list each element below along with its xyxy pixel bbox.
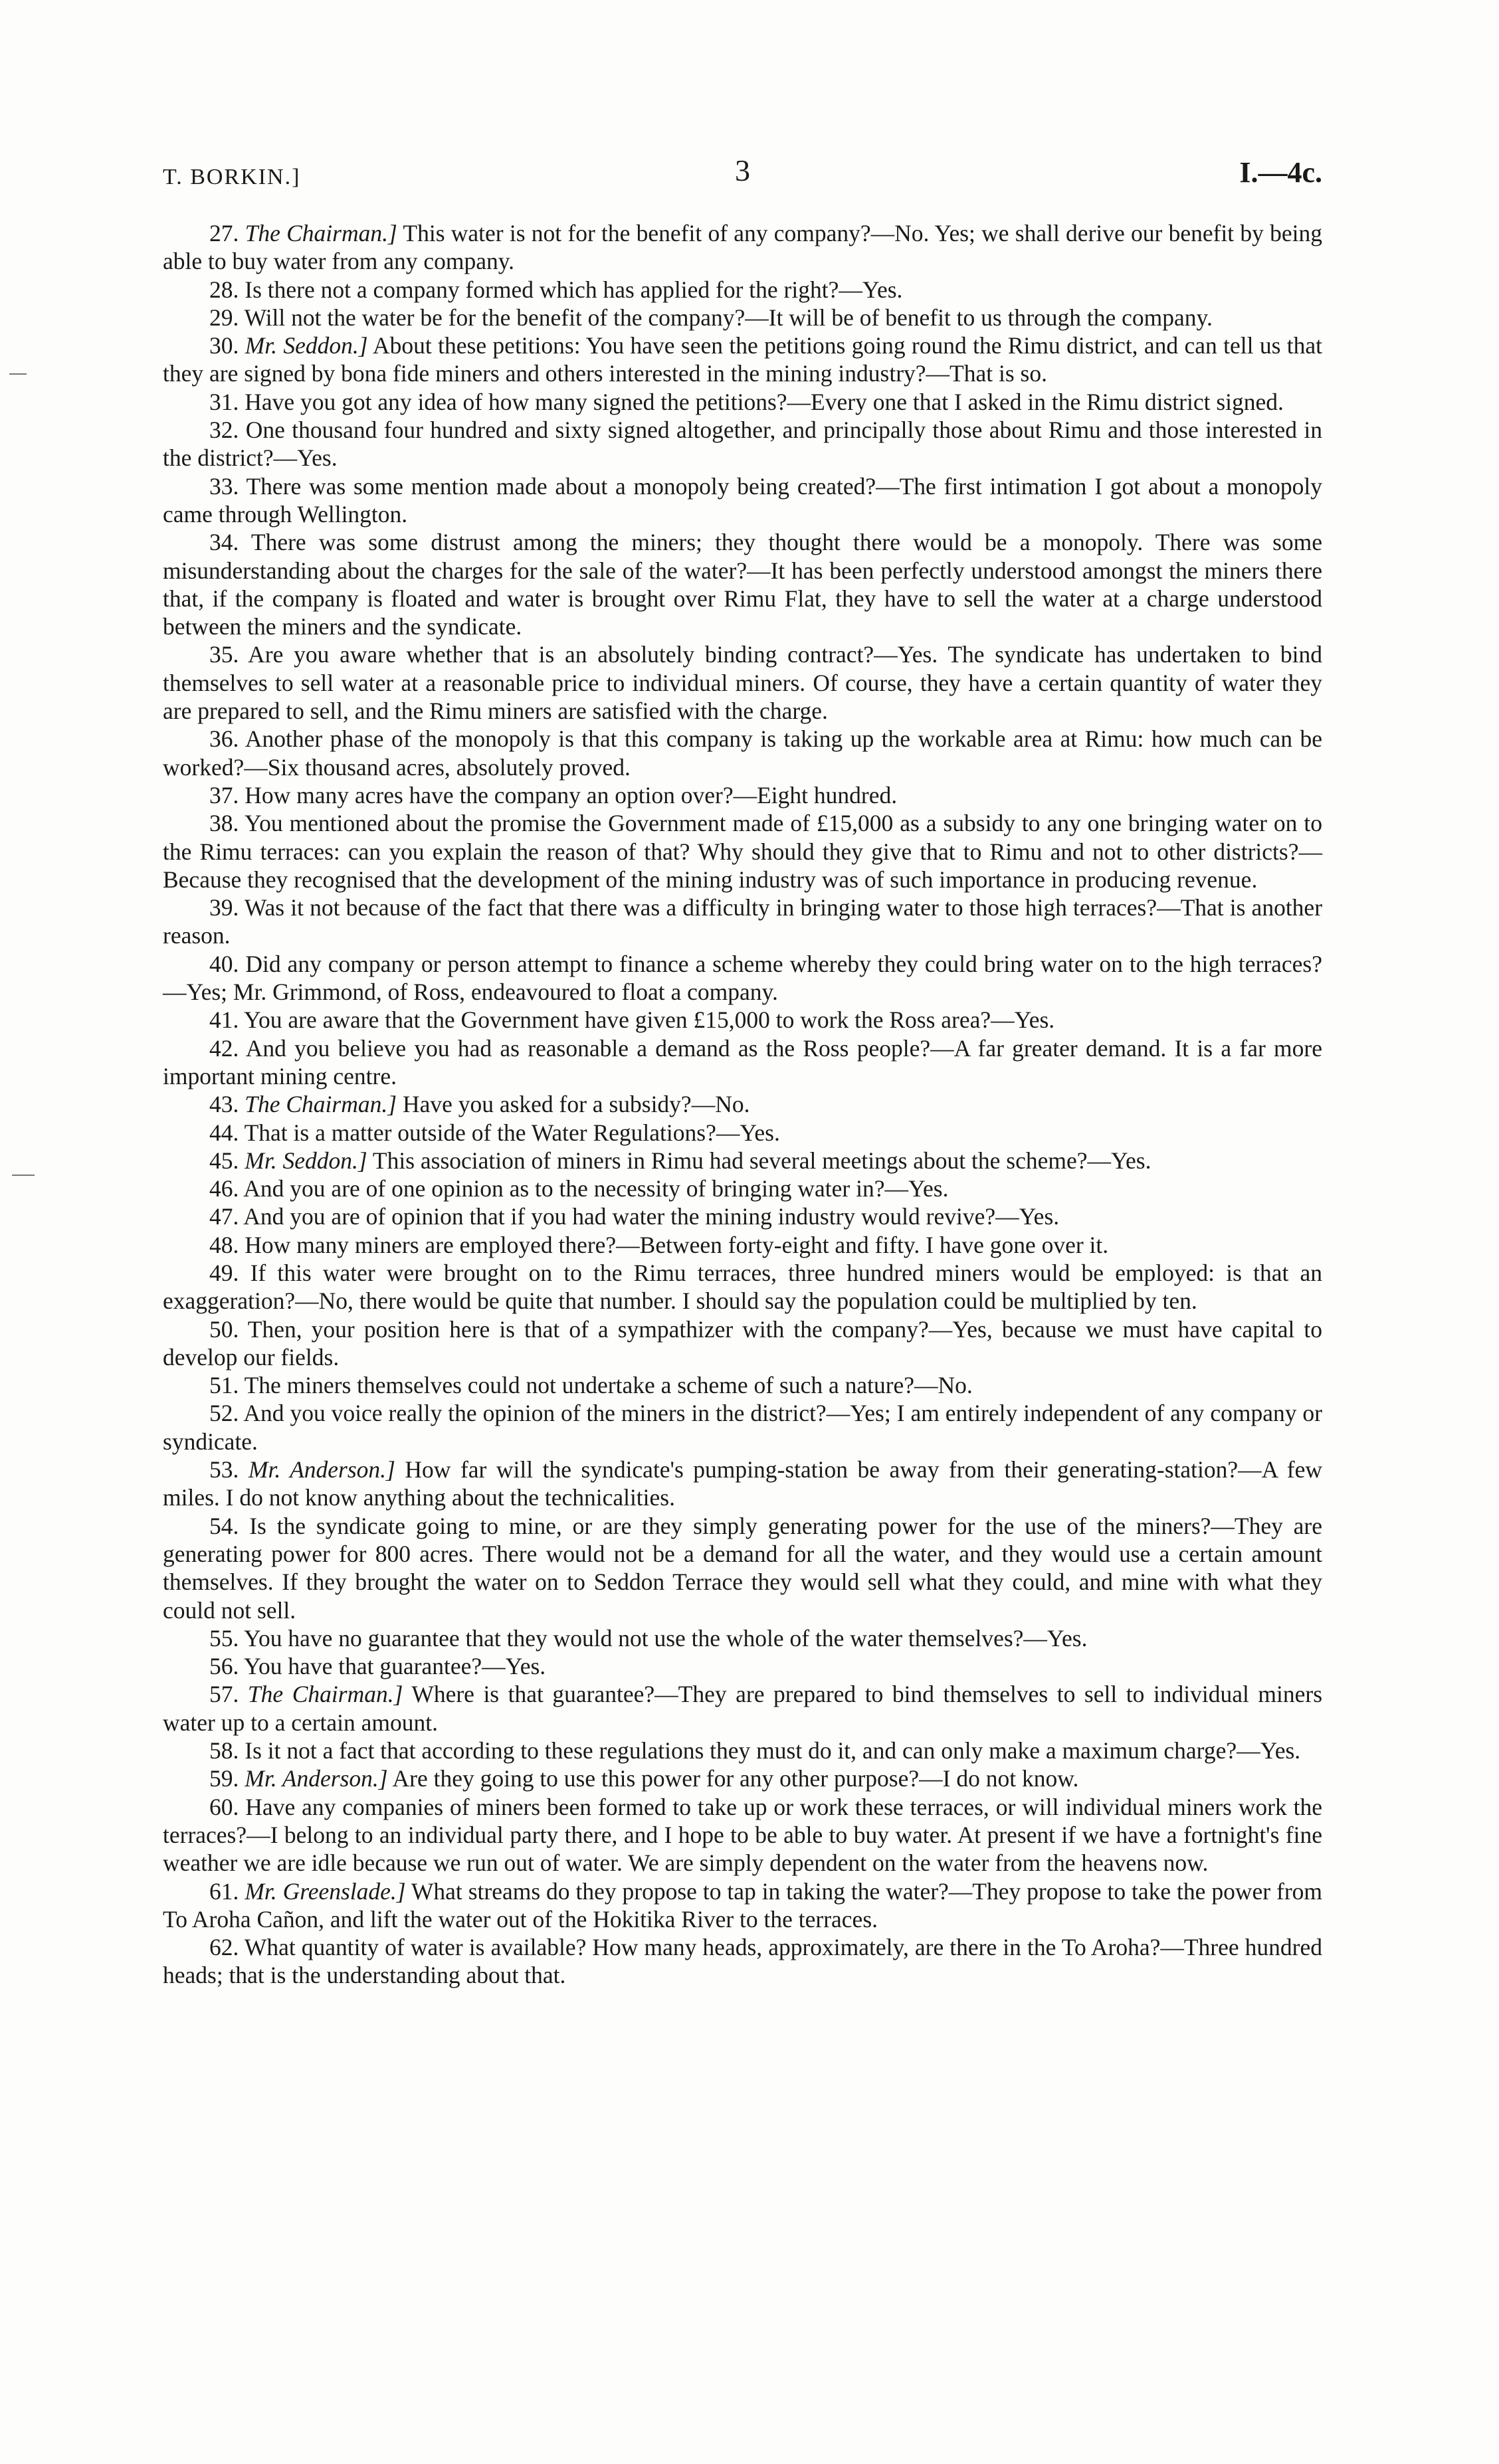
speaker-name: The Chairman.] [245, 220, 397, 246]
question-number: 43. [209, 1091, 239, 1118]
question-number: 28. [209, 276, 239, 303]
question-answer-text: There was some distrust among the miners; they thought there would be a monopoly. There was some misunderstanding about the charges for the sale of the water?—It has been perfectly understood amongst the miners there that, if the company is floated and water is brought over Rimu Flat, they have to sell the water at a charge understood between the miners and the syndicate. [163, 529, 1323, 640]
question-paragraph [163, 950, 1322, 1006]
question-paragraph [163, 1764, 1322, 1792]
question-answer-text: How many acres have the company an option over?—Eight hundred. [245, 781, 898, 808]
question-number: 46. [209, 1175, 239, 1202]
question-answer-text: This association of miners in Rimu had several meetings about the scheme?—Yes. [372, 1147, 1151, 1174]
question-answer-text: Then, your position here is that of a sympathizer with the company?—Yes, because we must have capital to develop our fields. [163, 1315, 1322, 1371]
question-number: 27. [209, 220, 239, 246]
question-paragraph [163, 1371, 1322, 1399]
question-answer-text: Is there not a company formed which has applied for the right?—Yes. [245, 276, 903, 303]
margin-mark [9, 373, 27, 375]
question-answer-text: Have any companies of miners been formed to take up or work these terraces, or will individual miners work the terraces?—I belong to an individual party there, and I hope to be able to buy water. At present if we have a fortnight's fine weather we are idle because we run out of water. We are simply dependent on the water from the heavens now. [163, 1793, 1323, 1877]
question-answer-text: How far will the syndicate's pumping-station be away from their generating-station?—A few miles. I do not know anything about the technicalities. [163, 1456, 1323, 1511]
question-paragraph [163, 1877, 1322, 1934]
question-paragraph [163, 781, 1322, 809]
speaker-name: The Chairman.] [247, 1681, 403, 1708]
question-number: 41. [209, 1006, 239, 1034]
question-number: 33. [209, 472, 239, 500]
question-number: 52. [209, 1400, 239, 1427]
question-paragraph [163, 894, 1322, 950]
question-paragraph [163, 1119, 1322, 1147]
question-paragraph [163, 388, 1322, 416]
question-number: 62. [209, 1934, 239, 1961]
question-answer-text: Where is that guarantee?—They are prepared to bind themselves to sell to individual miners water up to a certain amount. [163, 1681, 1323, 1736]
question-paragraph [163, 1624, 1322, 1652]
page-header [163, 153, 1322, 199]
question-answer-text: Was it not because of the fact that there was a difficulty in bringing water to those high terraces?—That is another reason. [163, 894, 1323, 949]
question-paragraph [163, 1034, 1322, 1091]
question-number: 31. [209, 388, 239, 415]
page-number: 3 [735, 153, 750, 187]
question-answer-text: This water is not for the benefit of any company?—No. Yes; we shall derive our benefit by being able to buy water from any company. [163, 220, 1322, 275]
question-number: 57. [209, 1681, 239, 1708]
question-paragraph [163, 304, 1322, 332]
question-paragraph [163, 1737, 1322, 1764]
question-answer-text: The miners themselves could not undertake a scheme of such a nature?—No. [244, 1372, 973, 1399]
question-answer-text: Are they going to use this power for any other purpose?—I do not know. [392, 1765, 1079, 1792]
question-answer-text: Will not the water be for the benefit of the company?—It will be of benefit to us through the company. [244, 304, 1213, 331]
question-paragraph [163, 1259, 1322, 1315]
question-number: 50. [209, 1315, 239, 1343]
question-paragraph [163, 1652, 1322, 1680]
question-answer-text: If this water were brought on to the Rimu terraces, three hundred miners would be employed: is that an exaggeration?—No, there would be quite that number. I should say the population could be multiplied by ten. [163, 1259, 1322, 1315]
question-paragraph [163, 725, 1322, 781]
question-paragraph [163, 276, 1322, 304]
question-paragraph [163, 1399, 1322, 1456]
question-answer-text: There was some mention made about a monopoly being created?—The first intimation I got about a monopoly came through Wellington. [163, 472, 1322, 527]
question-number: 48. [209, 1231, 239, 1258]
question-number: 38. [209, 810, 239, 837]
question-paragraph [163, 1231, 1322, 1259]
question-number: 53. [209, 1456, 239, 1483]
question-number: 32. [209, 417, 239, 444]
question-answer-text: And you believe you had as reasonable a demand as the Ross people?—A far greater demand. It is a far more important mining centre. [163, 1034, 1322, 1090]
question-answer-text: You have no guarantee that they would not use the whole of the water themselves?—Yes. [243, 1624, 1088, 1652]
question-paragraph [163, 1793, 1322, 1877]
question-number: 42. [209, 1034, 239, 1062]
question-paragraph [163, 1680, 1322, 1737]
document-reference: I.—4c. [1239, 156, 1322, 189]
question-paragraph [163, 472, 1322, 529]
question-answer-text: Are you aware whether that is an absolutely binding contract?—Yes. The syndicate has undertaken to bind themselves to sell water at a reasonable price to individual miners. Of course, they have a certain quantity of water they are prepared to sell, and the Rimu miners are satisfied with the charge. [163, 641, 1322, 725]
question-paragraph [163, 1456, 1322, 1512]
question-number: 55. [209, 1624, 239, 1652]
question-answer-text: You have that guarantee?—Yes. [243, 1653, 546, 1680]
speaker-name: Mr. Anderson.] [245, 1765, 388, 1792]
question-answer-text: About these petitions: You have seen the petitions going round the Rimu district, and can tell us that they are signed by bona fide miners and others interested in the mining industry?—That is so. [163, 332, 1322, 387]
question-paragraph [163, 528, 1322, 640]
question-answer-text: And you are of opinion that if you had water the mining industry would revive?—Yes. [243, 1203, 1060, 1230]
question-paragraph [163, 1315, 1322, 1372]
question-number: 54. [209, 1512, 239, 1539]
question-paragraph [163, 332, 1322, 388]
question-answer-text: Did any company or person attempt to finance a scheme whereby they could bring water on to the high terraces?—Yes; Mr. Grimmond, of Ross, endeavoured to float a company. [163, 950, 1322, 1006]
question-number: 60. [209, 1793, 239, 1820]
question-paragraph [163, 219, 1322, 276]
question-number: 39. [209, 894, 239, 921]
question-answer-text: What streams do they propose to tap in taking the water?—They propose to take the power from To Aroha Cañon, and lift the water out of the Hokitika River to the terraces. [163, 1877, 1323, 1933]
question-answer-text: Have you got any idea of how many signed the petitions?—Every one that I asked in the Rimu district signed. [245, 388, 1284, 415]
speaker-name: Mr. Anderson.] [248, 1456, 395, 1483]
question-paragraph [163, 1090, 1322, 1118]
question-answer-text: And you voice really the opinion of the miners in the district?—Yes; I am entirely independent of any company or syndicate. [163, 1400, 1322, 1455]
question-paragraph [163, 1175, 1322, 1202]
question-number: 59. [209, 1765, 239, 1792]
question-paragraph [163, 1933, 1322, 1990]
speaker-name: Mr. Seddon.] [245, 1147, 367, 1174]
question-paragraph [163, 1006, 1322, 1034]
question-number: 47. [209, 1203, 239, 1230]
question-answer-text: And you are of one opinion as to the necessity of bringing water in?—Yes. [243, 1175, 949, 1202]
minutes-of-evidence [163, 219, 1322, 1990]
question-answer-text: Is the syndicate going to mine, or are they simply generating power for the use of the miners?—They are generating power for 800 acres. There would not be a demand for all the water, and they would use a certain amount themselves. If they brought the water on to Seddon Terrace they would sell what they could, and mine with what they could not sell. [163, 1512, 1323, 1624]
question-answer-text: How many miners are employed there?—Between forty-eight and fifty. I have gone over it. [245, 1231, 1109, 1258]
question-paragraph [163, 416, 1322, 472]
question-number: 30. [209, 332, 239, 359]
question-answer-text: Another phase of the monopoly is that this company is taking up the workable area at Rimu: how much can be worked?—Six thousand acres, absolutely proved. [163, 725, 1322, 781]
question-answer-text: One thousand four hundred and sixty signed altogether, and principally those about Rimu and those interested in the district?—Yes. [163, 417, 1322, 472]
question-number: 58. [209, 1737, 239, 1764]
question-answer-text: That is a matter outside of the Water Regulations?—Yes. [244, 1119, 780, 1146]
margin-mark [12, 1175, 35, 1176]
question-paragraph [163, 1512, 1322, 1624]
question-paragraph [163, 809, 1322, 894]
question-number: 51. [209, 1372, 239, 1399]
question-number: 40. [209, 950, 239, 977]
question-number: 34. [209, 529, 239, 556]
question-number: 56. [209, 1653, 239, 1680]
question-number: 37. [209, 781, 239, 808]
speaker-name: Mr. Greenslade.] [245, 1877, 406, 1905]
question-paragraph [163, 1202, 1322, 1230]
question-answer-text: You mentioned about the promise the Government made of £15,000 as a subsidy to any one bringing water on to the Rimu terraces: can you explain the reason of that? Why should they give that to Rimu and not to other districts?—Because they recognised that the development of the mining industry was of such importance in producing revenue. [163, 810, 1322, 893]
question-number: 45. [209, 1147, 239, 1174]
question-answer-text: Is it not a fact that according to these regulations they must do it, and can only make a maximum charge?—Yes. [245, 1737, 1301, 1764]
question-number: 49. [209, 1259, 239, 1286]
question-answer-text: Have you asked for a subsidy?—No. [402, 1091, 750, 1118]
witness-name: T. BORKIN.] [163, 165, 301, 189]
question-answer-text: You are aware that the Government have given £15,000 to work the Ross area?—Yes. [243, 1006, 1055, 1034]
question-answer-text: What quantity of water is available? How many heads, approximately, are there in the To Aroha?—Three hundred heads; that is the understanding about that. [163, 1934, 1322, 1989]
question-number: 61. [209, 1877, 239, 1905]
speaker-name: Mr. Seddon.] [245, 332, 368, 359]
question-number: 35. [209, 641, 239, 668]
question-number: 44. [209, 1119, 239, 1146]
speaker-name: The Chairman.] [245, 1091, 397, 1118]
question-paragraph [163, 1147, 1322, 1175]
question-paragraph [163, 640, 1322, 725]
question-number: 36. [209, 725, 239, 753]
question-number: 29. [209, 304, 239, 331]
